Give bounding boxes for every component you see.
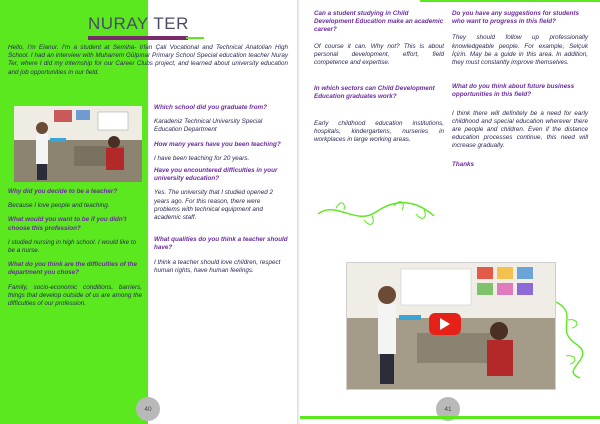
question: Why did you decide to be a teacher?	[8, 188, 118, 195]
question: How many years have you been teaching?	[154, 140, 281, 148]
answer: Karadeniz Technical University Special Education Department	[154, 118, 263, 134]
qa-right-column	[154, 104, 288, 275]
page-number-left: 40	[136, 397, 160, 421]
answer: Of course it can. Why not? This is about personal development, effort, field competence and expertise.	[314, 42, 444, 67]
answer: Early childhood education institutions, hospitals, kindergartens, nurseries in workplaces in large working areas.	[314, 119, 444, 144]
qa-col2	[452, 10, 588, 169]
question: What do you think about future business opportunities in this field?	[452, 83, 575, 99]
top-accent-line	[420, 0, 600, 2]
vine-ornament-right	[550, 300, 590, 380]
question: Have you encountered difficulties in your university education?	[154, 167, 278, 183]
video-thumbnail[interactable]	[346, 262, 556, 390]
qa-col1	[314, 10, 444, 144]
play-triangle-icon	[440, 318, 450, 330]
answer: I have been teaching for 20 years.	[154, 154, 250, 162]
page-title: NURAY TER	[88, 14, 189, 33]
title-underline-accent	[186, 37, 204, 39]
question: Do you have any suggestions for students who want to progress in this field?	[452, 10, 580, 26]
bottom-accent-line	[300, 416, 600, 419]
answer: I studied nursing in high school. I would like to be a nurse.	[8, 238, 137, 255]
vine-ornament-left	[316, 196, 436, 230]
question: Which school did you graduate from?	[154, 104, 267, 111]
answer: Because I love people and teaching.	[8, 202, 110, 210]
qa-left-column	[8, 188, 142, 308]
intro-paragraph: Hello, I'm Elanur. I'm a student at Semiha- Irfan Çali Vocational and Technical Anatolian High School. I had an interview with Muharrem Gülpınar Primary School Special education teacher Nuray Ter, where I did my internship for our Career Clubs project, and learned about university education and job opportunities in our field.	[8, 44, 288, 76]
question: In which sectors can Child Development Education graduates work?	[314, 85, 435, 101]
page-number-right: 41	[436, 397, 460, 421]
question: What would you want to be if you didn't choose this profession?	[8, 216, 127, 232]
right-page	[300, 0, 600, 424]
question: What do you think are the difficulties of the department you chose?	[8, 261, 137, 277]
answer: Family, socio-economic conditions, barriers, things that develop outside of us are among the difficulties of our profession.	[8, 283, 142, 308]
answer: I think a teacher should love children, respect human rights, have human feelings.	[154, 258, 281, 274]
title-underline	[88, 36, 188, 40]
question: Can a student studying in Child Development Education make an academic career?	[314, 10, 444, 34]
question: What qualities do you think a teacher should have?	[154, 236, 288, 252]
answer: Yes. The university that I studied opened 2 years ago. For this reason, there were problems with technical equipment and academic staff.	[154, 189, 274, 222]
answer: I think there will definitely be a need for early childhood and special education wherever there are people and children. Even if the distance education processes continue, this need will increase gradually.	[452, 109, 588, 150]
interview-photo	[14, 106, 142, 182]
answer: They should follow up professionally knowledgeable people. For example, Selçuk İçirin. May be a guide in this area. In addition, they must constantly improve themselves.	[452, 34, 588, 67]
thanks-text: Thanks	[452, 160, 475, 168]
interview-photo-graphic	[14, 106, 142, 182]
youtube-play-icon[interactable]	[429, 313, 461, 335]
